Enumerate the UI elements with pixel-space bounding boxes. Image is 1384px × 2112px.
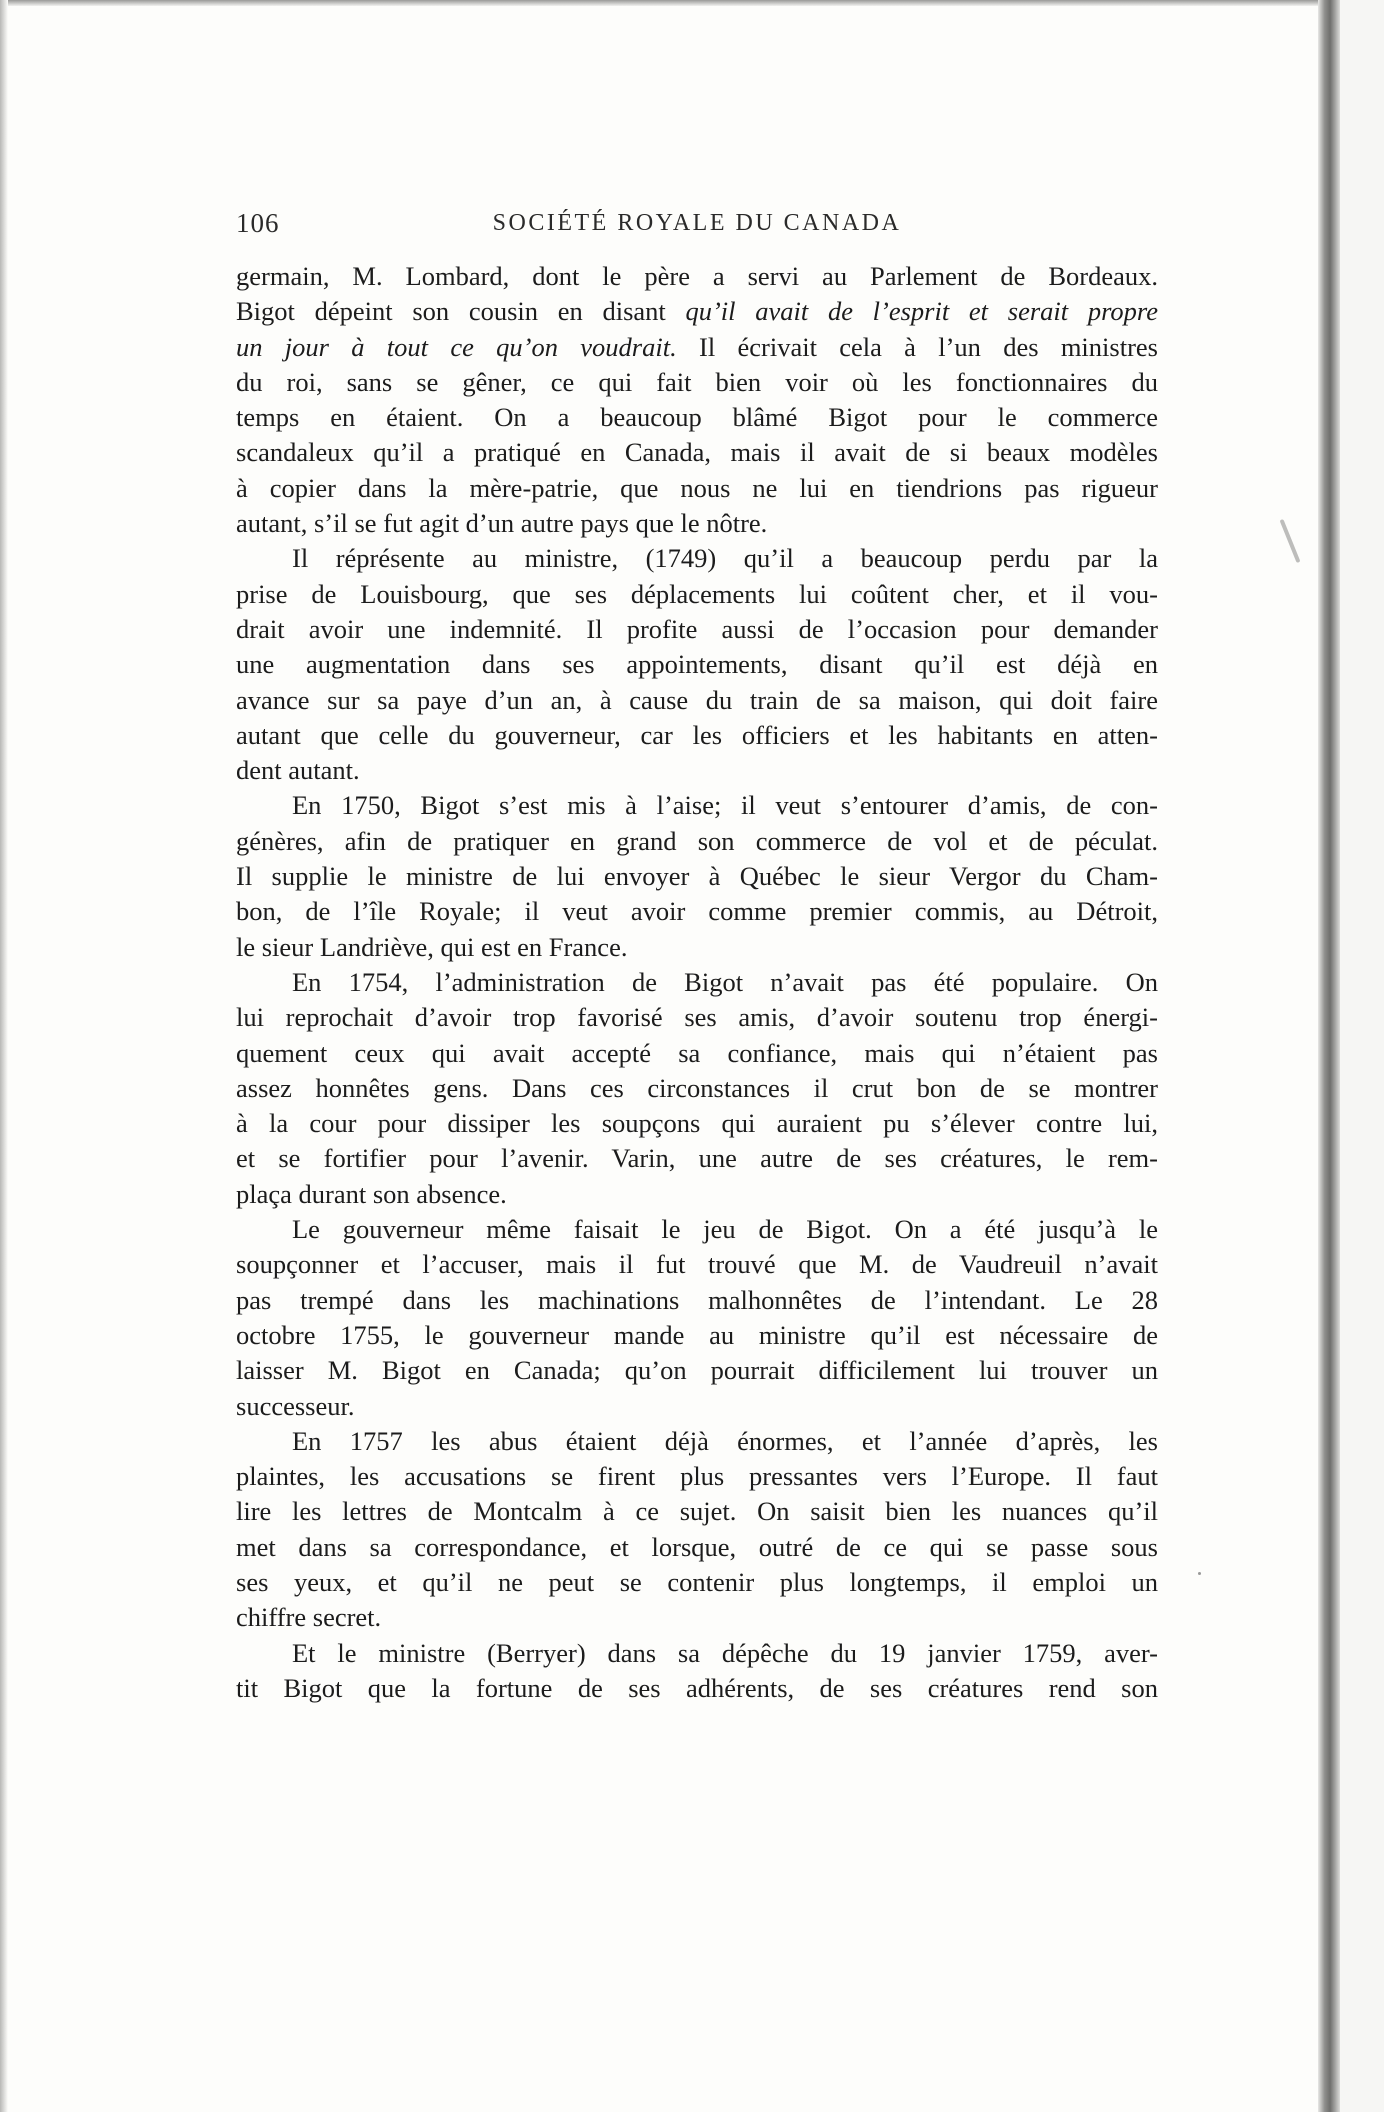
text-run: à la cour pour dissiper les soupçons qui auraient pu s’élever contre lui, — [236, 1108, 1158, 1139]
text-line — [236, 541, 1158, 576]
text-run: scandaleux qu’il a pratiqué en Canada, mais il avait de si beaux modèles — [236, 437, 1158, 468]
paragraph — [236, 1424, 1158, 1636]
text-run: laisser M. Bigot en Canada; qu’on pourrait difficilement lui trouver un — [236, 1355, 1158, 1386]
text-line — [236, 1565, 1158, 1600]
text-line — [236, 824, 1158, 859]
text-line — [236, 859, 1158, 894]
text-line — [236, 1247, 1158, 1282]
text-line — [236, 1424, 1158, 1459]
text-line — [236, 1036, 1158, 1071]
text-line — [236, 400, 1158, 435]
text-run: dent autant. — [236, 755, 360, 786]
text-line — [236, 1318, 1158, 1353]
text-run: plaintes, les accusations se firent plus pressantes vers l’Europe. Il faut — [236, 1461, 1158, 1492]
scan-border-left — [0, 0, 8, 2112]
text-run: tit Bigot que la fortune de ses adhérents, de ses créatures rend son — [236, 1672, 1158, 1703]
text-line — [236, 1212, 1158, 1247]
text-line — [236, 683, 1158, 718]
text-run: Le gouverneur même faisait le jeu de Bigot. On a été jusqu’à le — [292, 1214, 1158, 1245]
text-run: une augmentation dans ses appointements, disant qu’il est déjà en — [236, 649, 1158, 680]
text-run: ses yeux, et qu’il ne peut se contenir plus longtemps, il emploi un — [236, 1566, 1158, 1597]
italic-run: qu’il avait de l’esprit et serait propre — [685, 296, 1158, 327]
text-run: lui reprochait d’avoir trop favorisé ses amis, d’avoir soutenu trop énergi- — [236, 1002, 1158, 1033]
book-spine-shadow — [1318, 0, 1340, 2112]
margin-mark — [1280, 519, 1301, 563]
text-run: et se fortifier pour l’avenir. Varin, une autre de ses créatures, le rem- — [236, 1143, 1158, 1174]
text-line — [236, 435, 1158, 470]
margin-speck — [1198, 1572, 1201, 1575]
book-spine-edge — [1340, 0, 1384, 2112]
text-run: lire les lettres de Montcalm à ce sujet. On saisit bien les nuances qu’il — [236, 1496, 1158, 1527]
paragraph — [236, 788, 1158, 964]
text-run: temps en étaient. On a beaucoup blâmé Bigot pour le commerce — [236, 402, 1158, 433]
text-line — [236, 1000, 1158, 1035]
text-run: le sieur Landriève, qui est en France. — [236, 931, 628, 962]
text-line — [236, 1283, 1158, 1318]
text-run: autant que celle du gouverneur, car les officiers et les habitants en atten- — [236, 719, 1158, 750]
text-run: Et le ministre (Berryer) dans sa dépêche du 19 janvier 1759, aver- — [292, 1637, 1158, 1668]
running-title: SOCIÉTÉ ROYALE DU CANADA — [492, 210, 902, 236]
text-line — [236, 1459, 1158, 1494]
text-run: avance sur sa paye d’un an, à cause du train de sa maison, qui doit faire — [236, 684, 1158, 715]
text-line — [236, 1671, 1158, 1706]
text-line — [236, 753, 1158, 788]
text-run: Il réprésente au ministre, (1749) qu’il a beaucoup perdu par la — [292, 543, 1158, 574]
text-line — [236, 577, 1158, 612]
text-run: Bigot dépeint son cousin en disant — [236, 296, 686, 327]
text-run: prise de Louisbourg, que ses déplacements lui coûtent cher, et il vou- — [236, 578, 1158, 609]
text-line — [236, 1071, 1158, 1106]
text-run: successeur. — [236, 1390, 355, 1421]
text-run: soupçonner et l’accuser, mais il fut trouvé que M. de Vaudreuil n’avait — [236, 1249, 1158, 1280]
text-run: drait avoir une indemnité. Il profite aussi de l’occasion pour demander — [236, 613, 1158, 644]
text-run: octobre 1755, le gouverneur mande au ministre qu’il est nécessaire de — [236, 1319, 1158, 1350]
text-line — [236, 1636, 1158, 1671]
text-run: bon, de l’île Royale; il veut avoir comme premier commis, au Détroit, — [236, 896, 1158, 927]
text-line — [236, 1494, 1158, 1529]
text-run: Il écrivait cela à l’un des ministres — [676, 331, 1158, 362]
text-run: pas trempé dans les machinations malhonnêtes de l’intendant. Le 28 — [236, 1284, 1158, 1315]
text-line — [236, 330, 1158, 365]
text-line — [236, 471, 1158, 506]
paragraph — [236, 965, 1158, 1212]
text-run: plaça durant son absence. — [236, 1178, 507, 1209]
paragraph — [236, 1636, 1158, 1707]
page-header — [236, 208, 1158, 248]
text-run: quement ceux qui avait accepté sa confiance, mais qui n’étaient pas — [236, 1037, 1158, 1068]
text-line — [236, 1353, 1158, 1388]
text-run: met dans sa correspondance, et lorsque, outré de ce qui se passe sous — [236, 1531, 1158, 1562]
text-run: Il supplie le ministre de lui envoyer à Québec le sieur Vergor du Cham- — [236, 861, 1158, 892]
paragraph — [236, 259, 1158, 541]
text-line — [236, 788, 1158, 823]
text-line — [236, 1141, 1158, 1176]
text-run: à copier dans la mère-patrie, que nous ne lui en tiendrions pas rigueur — [236, 472, 1158, 503]
text-line — [236, 1177, 1158, 1212]
scan-border-top — [0, 0, 1384, 6]
text-line — [236, 1389, 1158, 1424]
text-line — [236, 1600, 1158, 1635]
text-line — [236, 1530, 1158, 1565]
text-line — [236, 506, 1158, 541]
text-run: du roi, sans se gêner, ce qui fait bien voir où les fonctionnaires du — [236, 366, 1158, 397]
text-line — [236, 259, 1158, 294]
text-line — [236, 930, 1158, 965]
text-line — [236, 894, 1158, 929]
text-line — [236, 1106, 1158, 1141]
paragraph — [236, 1212, 1158, 1424]
text-run: assez honnêtes gens. Dans ces circonstances il crut bon de se montrer — [236, 1072, 1158, 1103]
paragraph — [236, 541, 1158, 788]
text-line — [236, 718, 1158, 753]
text-line — [236, 965, 1158, 1000]
text-line — [236, 612, 1158, 647]
text-run: En 1757 les abus étaient déjà énormes, et l’année d’après, les — [292, 1425, 1158, 1456]
text-run: En 1754, l’administration de Bigot n’avait pas été populaire. On — [292, 966, 1158, 997]
page-number: 106 — [236, 208, 280, 238]
text-run: chiffre secret. — [236, 1602, 382, 1633]
body-text — [236, 259, 1158, 1706]
text-run: germain, M. Lombard, dont le père a servi au Parlement de Bordeaux. — [236, 261, 1158, 291]
text-run: autant, s’il se fut agit d’un autre pays que le nôtre. — [236, 508, 768, 539]
text-run: génères, afin de pratiquer en grand son commerce de vol et de péculat. — [236, 825, 1158, 856]
text-line — [236, 647, 1158, 682]
text-run: En 1750, Bigot s’est mis à l’aise; il veut s’entourer d’amis, de con- — [292, 790, 1158, 821]
text-line — [236, 365, 1158, 400]
italic-run: un jour à tout ce qu’on voudrait. — [236, 331, 677, 362]
text-line — [236, 294, 1158, 329]
